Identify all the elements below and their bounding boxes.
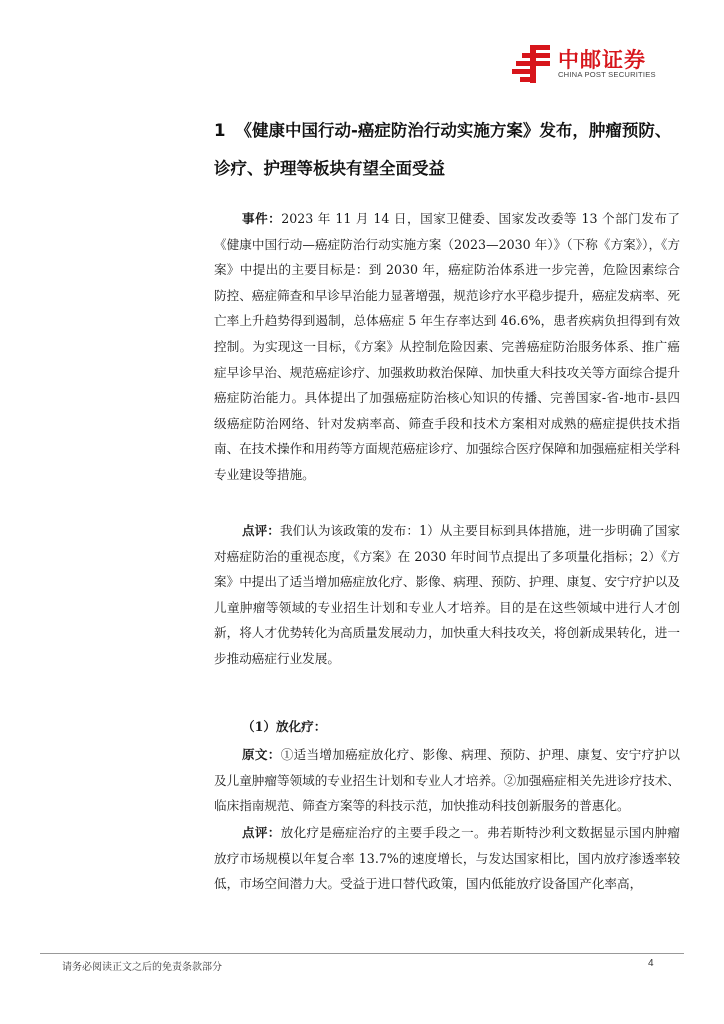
original-text: ①适当增加癌症放化疗、影像、病理、预防、护理、康复、安宁疗护以及儿童肿瘤等领域的专业招生计划和专业人才培养。②加强癌症相关先进诊疗技术、临床指南规范、筛查方案等的科技示范，加快推动科技创新服务的普惠化。 — [214, 747, 681, 814]
subsection-title: （1）放化疗： — [242, 719, 327, 734]
original-label: 原文： — [242, 747, 281, 762]
comment-text: 我们认为该政策的发布：1）从主要目标到具体措施，进一步明确了国家对癌症防治的重视态度，《方案》在 2030 年时间节点提出了多项量化指标；2）《方案》中提出了适当增加癌症放化疗、影像、病理、预防、护理、康复、安宁疗护以及儿童肿瘤等领域的专业招生计划和专业人才培养。目的是在这些领域中进行人才创新，将人才优势转化为高质量发展动力，加快重大科技攻关，将创新成果转化，进一步推动癌症行业发展。 — [214, 523, 681, 666]
section-comment-label: 点评： — [242, 825, 281, 840]
section-comment-text: 放化疗是癌症治疗的主要手段之一。弗若斯特沙利文数据显示国内肿瘤放疗市场规模以年复合率 13.7%的速度增长，与发达国家相比，国内放疗渗透率较低，市场空间潜力大。受益于进口替代政策，国内低能放疗设备国产化率高， — [214, 825, 681, 892]
original-paragraph — [214, 742, 680, 819]
china-post-logo-icon — [512, 44, 554, 84]
event-paragraph — [214, 206, 680, 488]
footer-disclaimer: 请务必阅读正文之后的免责条款部分 — [62, 962, 222, 973]
logo-english-name: CHINA POST SECURITIES — [558, 70, 656, 79]
heading-number: 1 — [214, 121, 226, 140]
comment-label: 点评： — [242, 523, 280, 538]
company-logo — [512, 44, 672, 86]
event-label: 事件： — [242, 211, 282, 226]
page-number: 4 — [648, 958, 654, 969]
heading-title: 《健康中国行动-癌症防治行动实施方案》发布，肿瘤预防、诊疗、护理等板块有望全面受益 — [214, 121, 672, 178]
section-comment-paragraph — [214, 820, 680, 897]
section-heading — [214, 112, 674, 188]
event-text: 2023 年 11 月 14 日，国家卫健委、国家发改委等 13 个部门发布了《健康中国行动—癌症防治行动实施方案（2023—2030 年）》（下称《方案》），《方案》中提出的主要目标是：到 2030 年，癌症防治体系进一步完善，危险因素综合防控、癌症筛查和早诊早治能力显著增强，规范诊疗水平稳步提升，癌症发病率、死亡率上升趋势得到遏制，总体癌症 5 年生存率达到 46.6%，患者疾病负担得到有效控制。为实现这一目标，《方案》从控制危险因素、完善癌症防治服务体系、推广癌症早诊早治、规范癌症诊疗、加强救助救治保障、加快重大科技攻关等方面综合提升癌症防治能力。具体提出了加强癌症防治核心知识的传播、完善国家-省-地市-县四级癌症防治网络、针对发病率高、筛查手段和技术方案相对成熟的癌症提供技术指南、在技术操作和用药等方面规范癌症诊疗、加强综合医疗保障和加强癌症相关学科专业建设等措施。 — [214, 211, 680, 482]
comment-paragraph — [214, 518, 680, 672]
logo-chinese-name: 中邮证券 — [558, 48, 646, 72]
footer-divider — [40, 953, 684, 954]
